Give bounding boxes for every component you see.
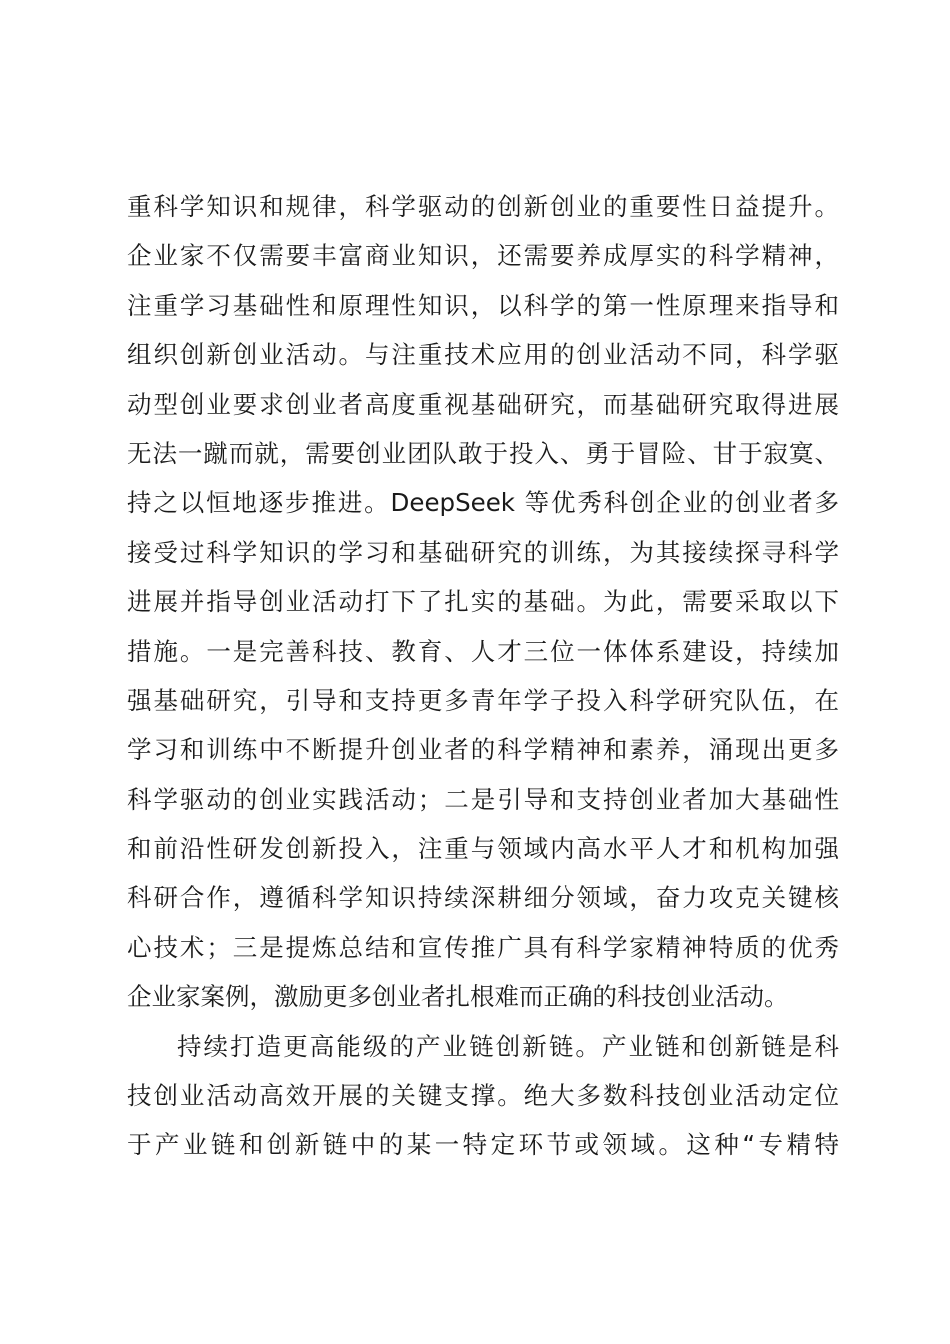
body-text: [127, 182, 839, 1170]
text-line: 科学驱动的创业实践活动；二是引导和支持创业者加大基础性: [127, 784, 839, 814]
text-line: 无法一蹴而就，需要创业团队敢于投入、勇于冒险、甘于寂寞、: [127, 438, 839, 468]
text-line: 注重学习基础性和原理性知识，以科学的第一性原理来指导和: [127, 290, 839, 320]
text-line: 于产业链和创新链中的某一特定环节或领域。这种“专精特: [127, 1130, 839, 1160]
text-line: 进展并指导创业活动打下了扎实的基础。为此，需要采取以下: [127, 587, 839, 617]
text-line: 强基础研究，引导和支持更多青年学子投入科学研究队伍，在: [127, 685, 839, 715]
paragraph-first-line: 持续打造更高能级的产业链创新链。产业链和创新链是科: [177, 1031, 839, 1061]
text-line: 接受过科学知识的学习和基础研究的训练，为其接续探寻科学: [127, 537, 839, 567]
text-line: 措施。一是完善科技、教育、人才三位一体体系建设，持续加: [127, 636, 839, 666]
text-line: 组织创新创业活动。与注重技术应用的创业活动不同，科学驱: [127, 340, 839, 370]
text-line: 重科学知识和规律，科学驱动的创新创业的重要性日益提升。: [127, 192, 839, 221]
text-line: 企业家案例，激励更多创业者扎根难而正确的科技创业活动。: [127, 982, 789, 1012]
text-line: 技创业活动高效开展的关键支撑。绝大多数科技创业活动定位: [127, 1081, 839, 1111]
text-line: 和前沿性研发创新投入，注重与领域内高水平人才和机构加强: [127, 834, 839, 864]
text-line: 企业家不仅需要丰富商业知识，还需要养成厚实的科学精神，: [127, 241, 839, 271]
text-line: 学习和训练中不断提升创业者的科学精神和素养，涌现出更多: [127, 735, 839, 765]
text-line: 持之以恒地逐步推进。DeepSeek 等优秀科创企业的创业者多: [127, 488, 839, 518]
text-line: 心技术；三是提炼总结和宣传推广具有科学家精神特质的优秀: [127, 932, 839, 962]
text-line: 动型创业要求创业者高度重视基础研究，而基础研究取得进展: [127, 389, 839, 419]
text-line: 科研合作，遵循科学知识持续深耕细分领域，奋力攻克关键核: [127, 883, 839, 913]
